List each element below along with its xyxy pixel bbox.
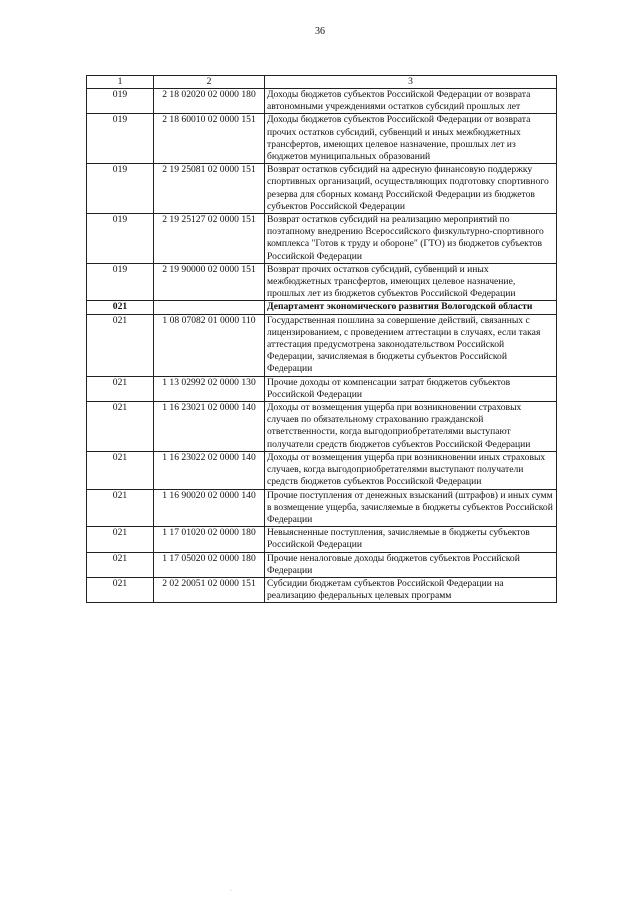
table-row bbox=[87, 314, 557, 376]
column-header-1: 1 bbox=[87, 76, 154, 89]
income-name-cell: Доходы бюджетов субъектов Российской Федерации от возврата прочих остатков субсидий, субвенций и иных межбюджетных трансфертов, имеющих целевое назначение, прошлых лет из бюджетов муниципальных образований bbox=[265, 114, 557, 164]
admin-code-cell: 021 bbox=[87, 527, 154, 552]
admin-code-cell: 019 bbox=[87, 164, 154, 214]
scan-speck: · bbox=[230, 888, 232, 894]
income-name-cell: Доходы бюджетов субъектов Российской Федерации от возврата автономными учреждениями остатков субсидий прошлых лет bbox=[265, 89, 557, 114]
budget-code-cell: 2 18 60010 02 0000 151 bbox=[154, 114, 265, 164]
admin-code-cell: 021 bbox=[87, 552, 154, 577]
admin-code-cell: 021 bbox=[87, 451, 154, 489]
table-row bbox=[87, 527, 557, 552]
admin-code-cell: 021 bbox=[87, 402, 154, 452]
table-row bbox=[87, 402, 557, 452]
table-row bbox=[87, 214, 557, 264]
budget-code-cell: 1 08 07082 01 0000 110 bbox=[154, 314, 265, 376]
income-name-cell: Государственная пошлина за совершение действий, связанных с лицензированием, с проведением аттестации в случаях, если такая аттестация предусмотрена законодательством Российской Федерации, зачисляемая в бюджеты субъектов Российской Федерации bbox=[265, 314, 557, 376]
income-name-cell: Субсидии бюджетам субъектов Российской Федерации на реализацию федеральных целевых программ bbox=[265, 577, 557, 602]
table-row bbox=[87, 263, 557, 301]
budget-code-cell: 1 16 23022 02 0000 140 bbox=[154, 451, 265, 489]
admin-code-cell: 021 bbox=[87, 376, 154, 401]
table-row bbox=[87, 489, 557, 527]
income-name-cell: Прочие поступления от денежных взысканий (штрафов) и иных сумм в возмещение ущерба, зачисляемые в бюджеты субъектов Российской Федерации bbox=[265, 489, 557, 527]
budget-code-cell: 2 02 20051 02 0000 151 bbox=[154, 577, 265, 602]
budget-code-cell: 1 17 01020 02 0000 180 bbox=[154, 527, 265, 552]
budget-code-cell bbox=[154, 301, 265, 314]
budget-code-cell: 1 13 02992 02 0000 130 bbox=[154, 376, 265, 401]
table-row bbox=[87, 376, 557, 401]
admin-code-cell: 019 bbox=[87, 114, 154, 164]
column-header-2: 2 bbox=[154, 76, 265, 89]
page-number: 36 bbox=[315, 26, 325, 37]
admin-code-cell: 021 bbox=[87, 577, 154, 602]
income-name-cell: Департамент экономического развития Вологодской области bbox=[265, 301, 557, 314]
admin-code-cell: 021 bbox=[87, 489, 154, 527]
table-row bbox=[87, 577, 557, 602]
budget-code-cell: 1 16 90020 02 0000 140 bbox=[154, 489, 265, 527]
table-row bbox=[87, 164, 557, 214]
budget-code-cell: 2 18 02020 02 0000 180 bbox=[154, 89, 265, 114]
table-row bbox=[87, 552, 557, 577]
table-row bbox=[87, 451, 557, 489]
budget-codes-table bbox=[86, 75, 557, 603]
income-name-cell: Возврат прочих остатков субсидий, субвенций и иных межбюджетных трансфертов, имеющих целевое назначение, прошлых лет из бюджетов субъектов Российской Федерации bbox=[265, 263, 557, 301]
income-name-cell: Возврат остатков субсидий на адресную финансовую поддержку спортивных организаций, осуществляющих подготовку спортивного резерва для сборных команд Российской Федерации из бюджетов субъектов Российской Федерации bbox=[265, 164, 557, 214]
budget-code-cell: 1 17 05020 02 0000 180 bbox=[154, 552, 265, 577]
income-name-cell: Доходы от возмещения ущерба при возникновении страховых случаев по обязательному страхованию гражданской ответственности, когда выгодоприобретателями выступают получатели средств бюджетов субъектов Российской Федерации bbox=[265, 402, 557, 452]
table-row bbox=[87, 89, 557, 114]
budget-code-cell: 2 19 90000 02 0000 151 bbox=[154, 263, 265, 301]
table-header-row bbox=[87, 76, 557, 89]
income-name-cell: Прочие доходы от компенсации затрат бюджетов субъектов Российской Федерации bbox=[265, 376, 557, 401]
admin-code-cell: 021 bbox=[87, 301, 154, 314]
budget-code-cell: 2 19 25081 02 0000 151 bbox=[154, 164, 265, 214]
income-name-cell: Невыясненные поступления, зачисляемые в бюджеты субъектов Российской Федерации bbox=[265, 527, 557, 552]
admin-code-cell: 019 bbox=[87, 263, 154, 301]
department-row bbox=[87, 301, 557, 314]
income-name-cell: Прочие неналоговые доходы бюджетов субъектов Российской Федерации bbox=[265, 552, 557, 577]
budget-code-cell: 1 16 23021 02 0000 140 bbox=[154, 402, 265, 452]
admin-code-cell: 019 bbox=[87, 89, 154, 114]
budget-code-cell: 2 19 25127 02 0000 151 bbox=[154, 214, 265, 264]
table-body bbox=[87, 89, 557, 603]
admin-code-cell: 021 bbox=[87, 314, 154, 376]
table-row bbox=[87, 114, 557, 164]
income-name-cell: Возврат остатков субсидий на реализацию мероприятий по поэтапному внедрению Всероссийского физкультурно-спортивного комплекса "Готов к труду и обороне" (ГТО) из бюджетов субъектов Российской Федерации bbox=[265, 214, 557, 264]
admin-code-cell: 019 bbox=[87, 214, 154, 264]
column-header-3: 3 bbox=[265, 76, 557, 89]
income-name-cell: Доходы от возмещения ущерба при возникновении иных страховых случаев, когда выгодоприобретателями выступают получатели средств бюджетов субъектов Российской Федерации bbox=[265, 451, 557, 489]
